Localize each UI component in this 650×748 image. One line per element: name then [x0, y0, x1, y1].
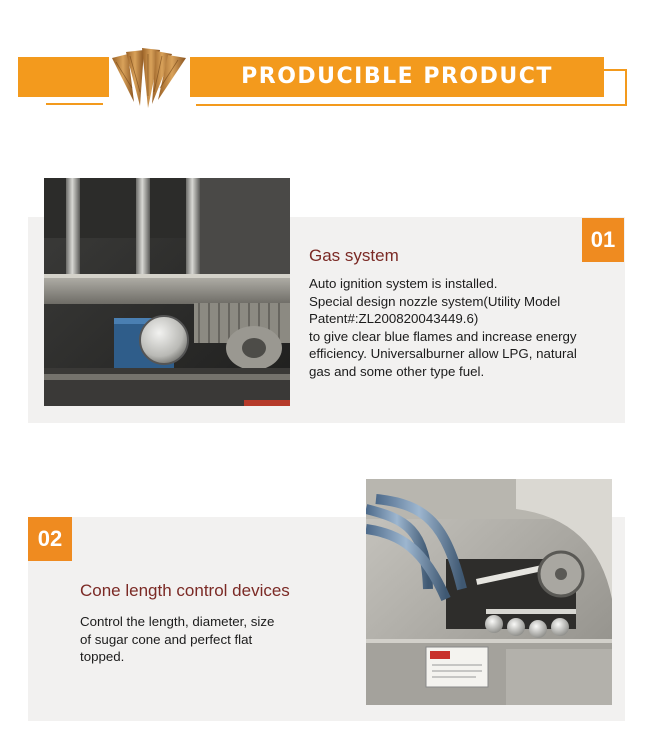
description-line: topped. [80, 649, 125, 665]
description-line: Special design nozzle system(Utility Model [309, 293, 561, 309]
section-description [80, 613, 320, 666]
page-title: PRODUCIBLE PRODUCT [241, 64, 553, 89]
section-description [309, 275, 619, 381]
section-number-badge: 01 [582, 218, 624, 262]
cone-length-control-machine-photo [366, 479, 612, 705]
header-left-bar [18, 57, 109, 97]
header-left-underline [46, 103, 103, 105]
description-line: efficiency. Universalburner allow LPG, natural [309, 346, 577, 362]
description-line: Auto ignition system is installed. [309, 276, 498, 291]
description-line: gas and some other type fuel. [309, 363, 485, 379]
description-line: to give clear blue flames and increase energy [309, 328, 577, 344]
section-title: Cone length control devices [80, 581, 290, 600]
description-line: Control the length, diameter, size [80, 614, 275, 629]
description-line: of sugar cone and perfect flat [80, 631, 253, 647]
section-title: Gas system [309, 246, 399, 265]
section-number-badge: 02 [28, 517, 72, 561]
description-line: Patent#:ZL200820043449.6) [309, 311, 479, 327]
ice-cream-cone-icon [110, 48, 188, 108]
gas-burner-machine-photo [44, 178, 290, 406]
